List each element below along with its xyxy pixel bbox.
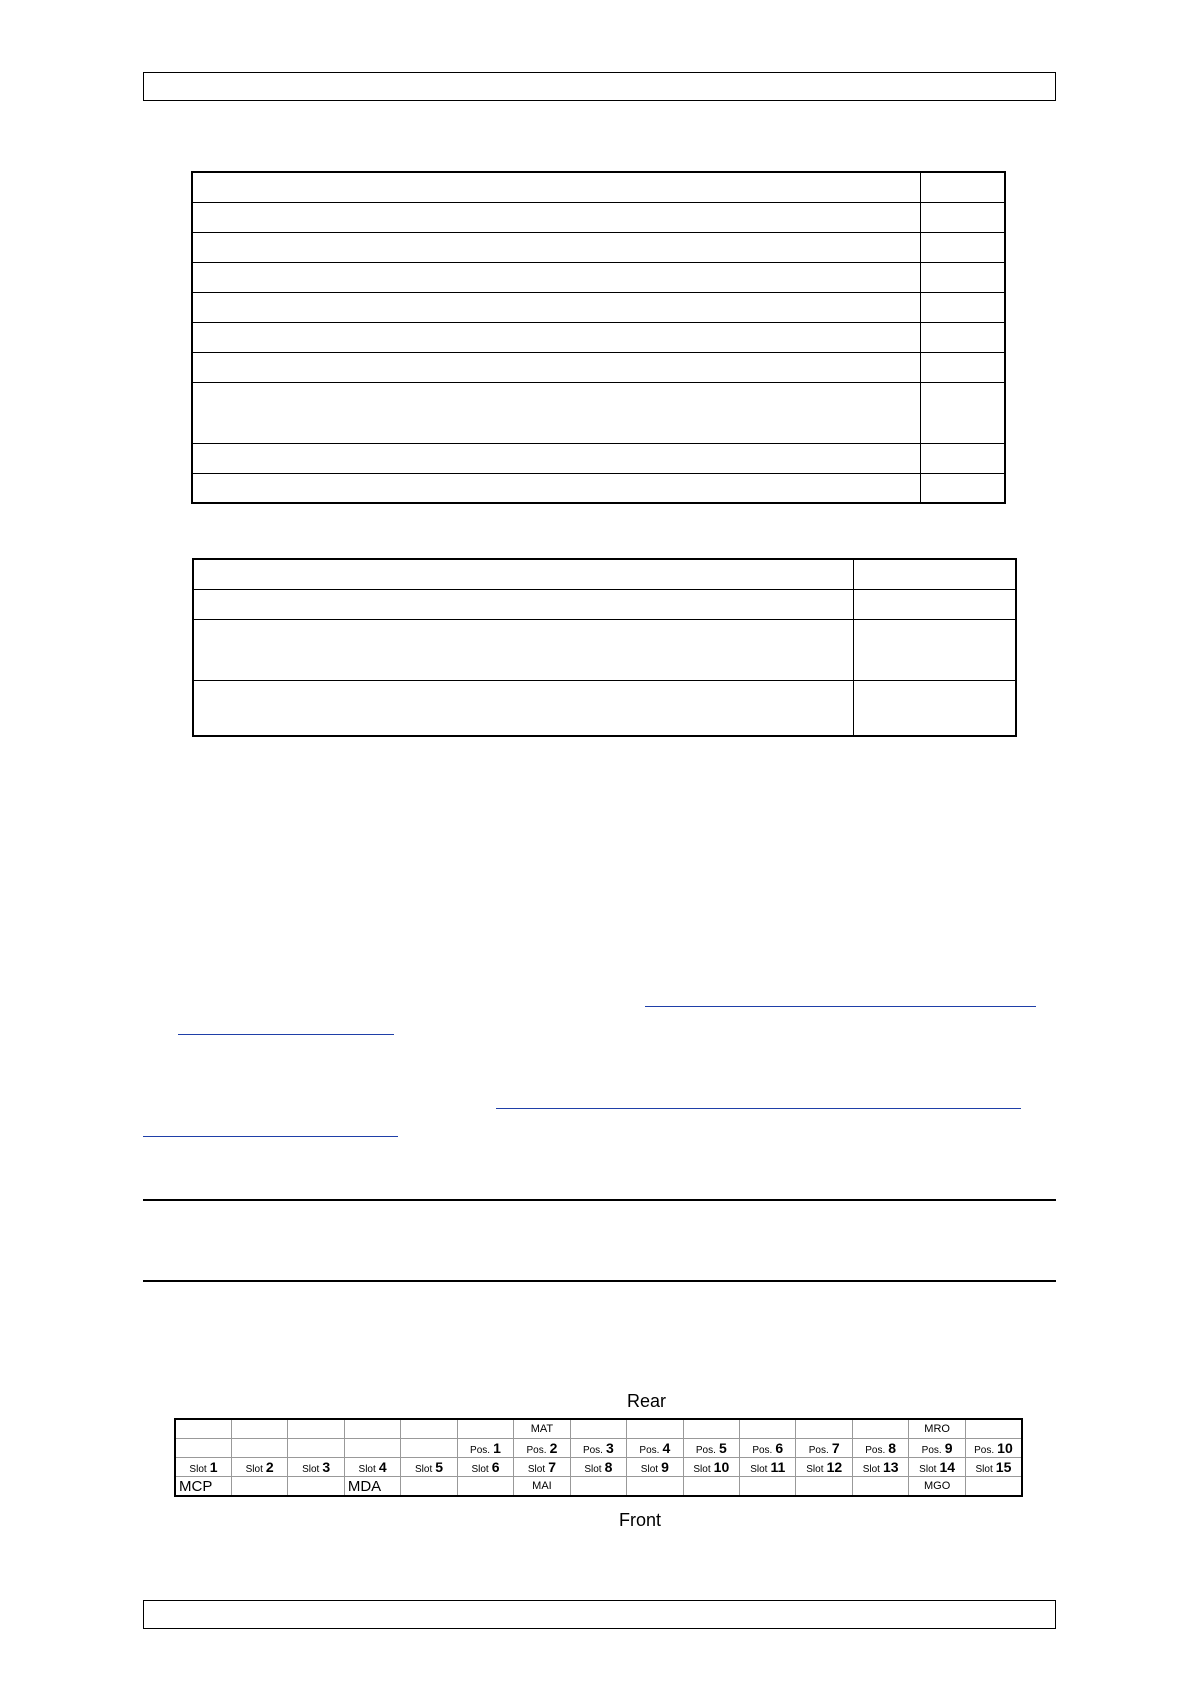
rack-slot-cell	[627, 1458, 683, 1477]
rack-slot-prefix: Slot	[806, 1464, 824, 1475]
rack-slot-prefix: Slot	[358, 1464, 376, 1475]
rack-position-number: 8	[888, 1440, 897, 1456]
rack-bottom_labels-cell: MGO	[909, 1477, 965, 1497]
rear-label: Rear	[627, 1391, 667, 1411]
rack-position-number: 10	[997, 1440, 1013, 1456]
rack-top_labels-cell: MAT	[514, 1419, 570, 1439]
rack-position-number: 7	[831, 1440, 840, 1456]
rack-slot-prefix: Slot	[862, 1464, 880, 1475]
table-row	[192, 172, 1005, 202]
rack-slot-number: 10	[713, 1459, 730, 1475]
table-row	[193, 559, 1016, 589]
rack-top_labels-cell	[344, 1419, 400, 1439]
rack-slot-cell	[683, 1458, 739, 1477]
page-footer-box	[143, 1600, 1056, 1629]
rack-position-cell	[852, 1439, 908, 1458]
rack-position-cell	[175, 1439, 231, 1458]
rack-slot-number: 14	[939, 1459, 956, 1475]
rack-slot-number: 4	[378, 1459, 387, 1475]
rack-slot-number: 11	[770, 1459, 786, 1475]
table-row	[193, 589, 1016, 619]
rack-position-number: 2	[549, 1440, 558, 1456]
rack-top_labels-cell	[401, 1419, 457, 1439]
rack-slot-cell	[740, 1458, 796, 1477]
rack-slot-number: 9	[661, 1459, 669, 1475]
table-row	[192, 232, 1005, 262]
rack-position-number: 3	[606, 1440, 614, 1456]
rack-position-prefix: Pos.	[974, 1445, 995, 1456]
table-row	[192, 473, 1005, 503]
rack-position-prefix: Pos.	[639, 1445, 660, 1456]
rack-bottom_labels-cell	[231, 1477, 287, 1497]
rack-slot-prefix: Slot	[527, 1464, 546, 1475]
rack-bottom_labels-cell	[401, 1477, 457, 1497]
rack-slot-prefix: Slot	[471, 1464, 489, 1475]
rack-slot-number: 7	[548, 1459, 556, 1475]
rack-slot-cell	[344, 1458, 400, 1477]
section-rule-bottom	[143, 1280, 1056, 1282]
rack-bottom_labels-cell	[740, 1477, 796, 1497]
rack-slot-prefix: Slot	[302, 1464, 320, 1475]
rack-bottom_labels-cell	[627, 1477, 683, 1497]
rack-position-cell	[683, 1439, 739, 1458]
rack-slot-cell	[514, 1458, 570, 1477]
rack-top_labels-cell	[796, 1419, 852, 1439]
rack-slot-number: 3	[322, 1459, 331, 1475]
table-row	[193, 619, 1016, 680]
table-2	[192, 558, 1017, 737]
rack-position-cell	[401, 1439, 457, 1458]
rack-row-top-labels	[175, 1419, 1022, 1439]
rack-slot-prefix: Slot	[750, 1464, 768, 1475]
front-label: Front	[619, 1510, 662, 1530]
table-1	[191, 171, 1006, 504]
rack-slot-number: 1	[209, 1459, 218, 1475]
hyperlink-1-line-2[interactable]	[178, 1034, 394, 1035]
rack-top_labels-cell	[740, 1419, 796, 1439]
rack-bottom_labels-cell	[965, 1477, 1022, 1497]
rack-top_labels-cell	[965, 1419, 1022, 1439]
rack-slot-number: 8	[604, 1459, 613, 1475]
table-row	[192, 292, 1005, 322]
rack-top_labels-cell	[852, 1419, 908, 1439]
rack-position-cell	[740, 1439, 796, 1458]
rack-bottom_labels-cell: MAI	[514, 1477, 570, 1497]
table-row	[192, 382, 1005, 443]
page-header-box	[143, 72, 1056, 101]
rack-top_labels-cell	[570, 1419, 626, 1439]
rack-position-cell	[344, 1439, 400, 1458]
rack-slot-prefix: Slot	[245, 1464, 263, 1475]
rack-slot-number: 15	[995, 1459, 1012, 1475]
rack-top_labels-cell	[457, 1419, 513, 1439]
rack-slot-prefix: Slot	[584, 1464, 602, 1475]
rack-bottom_labels-cell: MCP	[175, 1477, 231, 1497]
rack-top_labels-cell: MRO	[909, 1419, 965, 1439]
table-row	[192, 352, 1005, 382]
rack-bottom_labels-cell	[683, 1477, 739, 1497]
rack-position-number: 6	[775, 1440, 784, 1456]
rack-position-cell	[570, 1439, 626, 1458]
rack-slot-cell	[457, 1458, 513, 1477]
rack-slot-cell	[401, 1458, 457, 1477]
rack-slot-cell	[852, 1458, 908, 1477]
rack-slot-number: 5	[435, 1459, 444, 1475]
rack-slot-cell	[288, 1458, 344, 1477]
rack-bottom_labels-cell: MDA	[344, 1477, 400, 1497]
rack-position-prefix: Pos.	[470, 1445, 491, 1456]
rack-position-prefix: Pos.	[526, 1445, 547, 1456]
rack-position-prefix: Pos.	[808, 1445, 829, 1456]
rack-top_labels-cell	[175, 1419, 231, 1439]
rack-row-bottom-labels	[175, 1477, 1022, 1497]
rack-position-cell	[965, 1439, 1022, 1458]
rack-slot-number: 6	[491, 1459, 500, 1475]
hyperlink-2-line-1[interactable]	[496, 1108, 1021, 1109]
rack-bottom_labels-cell	[852, 1477, 908, 1497]
rack-position-cell	[796, 1439, 852, 1458]
rack-top_labels-cell	[627, 1419, 683, 1439]
rack-slot-prefix: Slot	[693, 1464, 711, 1475]
rack-slot-cell	[570, 1458, 626, 1477]
rack-slot-prefix: Slot	[640, 1464, 659, 1475]
rack-position-cell	[288, 1439, 344, 1458]
rack-top_labels-cell	[288, 1419, 344, 1439]
rack-slot-prefix: Slot	[414, 1464, 433, 1475]
table-row	[192, 262, 1005, 292]
table-row	[192, 322, 1005, 352]
rack-position-prefix: Pos.	[695, 1445, 716, 1456]
rack-row-slots	[175, 1458, 1022, 1477]
table-row	[193, 680, 1016, 736]
rack-position-number: 5	[718, 1440, 727, 1456]
rack-position-number: 9	[944, 1440, 953, 1456]
rack-bottom_labels-cell	[288, 1477, 344, 1497]
rack-top_labels-cell	[231, 1419, 287, 1439]
rack-slot-prefix: Slot	[919, 1464, 937, 1475]
rack-slot-cell	[231, 1458, 287, 1477]
hyperlink-2-line-2[interactable]	[143, 1136, 398, 1137]
rack-slot-prefix: Slot	[975, 1464, 993, 1475]
rack-slot-cell	[796, 1458, 852, 1477]
rack-position-cell	[514, 1439, 570, 1458]
rack-position-number: 1	[493, 1440, 501, 1456]
rack-top_labels-cell	[683, 1419, 739, 1439]
section-rule-top	[143, 1199, 1056, 1201]
rack-position-prefix: Pos.	[582, 1445, 603, 1456]
rack-slot-cell	[175, 1458, 231, 1477]
rack-position-cell	[457, 1439, 513, 1458]
rack-bottom_labels-cell	[457, 1477, 513, 1497]
rack-slot-prefix: Slot	[189, 1464, 207, 1475]
rack-position-prefix: Pos.	[752, 1445, 773, 1456]
rack-slot-cell	[909, 1458, 965, 1477]
hyperlink-1-line-1[interactable]	[645, 1006, 1036, 1007]
table-row	[192, 443, 1005, 473]
rack-bottom_labels-cell	[796, 1477, 852, 1497]
rack-slot-number: 2	[265, 1459, 274, 1475]
rack-position-number: 4	[662, 1440, 671, 1456]
rack-position-cell	[627, 1439, 683, 1458]
rack-slot-diagram	[174, 1418, 1023, 1497]
rack-slot-number: 13	[883, 1459, 899, 1475]
rack-position-cell	[231, 1439, 287, 1458]
rack-position-prefix: Pos.	[921, 1445, 942, 1456]
rack-position-prefix: Pos.	[865, 1445, 886, 1456]
rack-bottom_labels-cell	[570, 1477, 626, 1497]
table-row	[192, 202, 1005, 232]
rack-position-cell	[909, 1439, 965, 1458]
rack-slot-cell	[965, 1458, 1022, 1477]
rack-row-positions	[175, 1439, 1022, 1458]
rack-slot-number: 12	[826, 1459, 843, 1475]
